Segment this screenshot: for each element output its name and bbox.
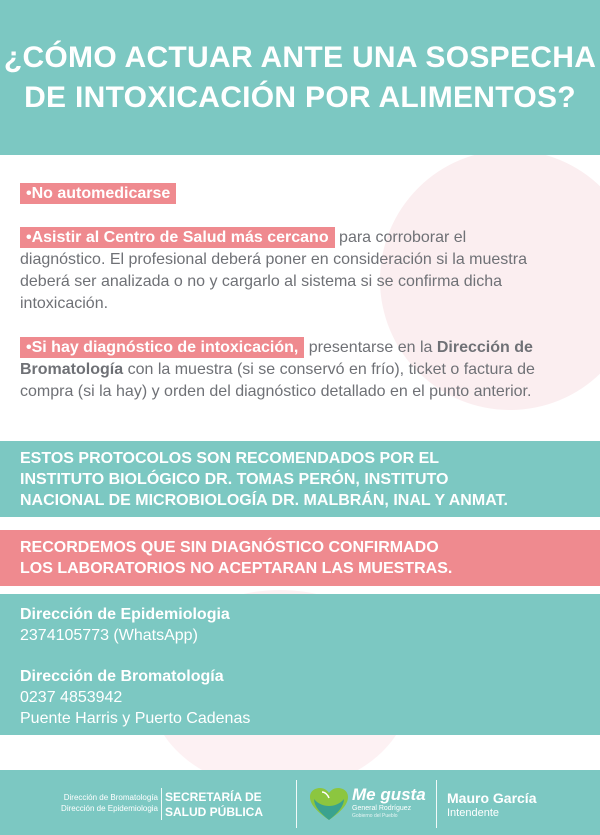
bullet-no-automedicarse [20,185,585,203]
bullet-diagnostico [20,337,540,403]
bromatologia-bold-text: Dirección de Bromatología [20,339,533,378]
bullet-text: para corroborar el diagnóstico. El profesional deberá poner en consideración si la muestra deberá ser analizada o no y cargarlo al sistema si se confirma dicha intoxicación. [20,229,527,312]
footer-divider [436,780,437,828]
secretaria-line-2: SALUD PÚBLICA [165,805,263,819]
contacts-section [0,594,600,735]
bullet-text: con la muestra (si se conservó en frío), ticket o factura de compra (si la hay) y orden del diagnóstico detallado en el punto anterior. [20,361,535,400]
intendente-name: Mauro García [447,790,537,806]
instructions-list [20,185,585,427]
footer-epidemiologia: Dirección de Epidemiologia [61,804,158,813]
header-banner [0,0,600,155]
footer-bar [0,770,600,835]
footer-divider [161,788,162,820]
heart-logo-icon [308,786,350,827]
bromatologia-phone: 0237 4853942 [20,689,123,706]
protocols-line-2: INSTITUTO BIOLÓGICO DR. TOMAS PERÓN, INSTITUTO [20,470,449,488]
megusta-logo-text: Me gusta [352,785,426,804]
bullet-highlight: •Si hay diagnóstico de intoxicación, [20,337,304,358]
reminder-band [0,530,600,586]
reminder-line-2: LOS LABORATORIOS NO ACEPTARAN LAS MUESTRAS. [20,560,453,577]
protocols-line-3: NACIONAL DE MICROBIOLOGÍA DR. MALBRÁN, INAL Y ANMAT. [20,491,508,509]
secretaria-logo-text [165,790,263,820]
footer-bromatologia: Dirección de Bromatología [63,793,158,802]
megusta-tagline: Gobierno del Pueblo [352,813,398,819]
bullet-centro-de-salud [20,227,540,315]
bromatologia-address: Puente Harris y Puerto Cadenas [20,710,251,727]
intendente-title: Intendente [447,807,499,819]
epidemiologia-name: Dirección de Epidemiologia [20,606,230,623]
bromatologia-name: Dirección de Bromatología [20,668,224,685]
bullet-highlight: •No automedicarse [20,183,176,204]
page-title-line-2: DE INTOXICACIÓN POR ALIMENTOS? [24,80,576,114]
page-title-line-1: ¿CÓMO ACTUAR ANTE UNA SOSPECHA [3,40,597,74]
footer-divider [296,780,297,828]
epidemiologia-phone: 2374105773 (WhatsApp) [20,627,198,644]
protocols-band [0,441,600,517]
secretaria-line-1: SECRETARÍA DE [165,790,262,804]
bullet-text: presentarse en la [304,339,437,356]
megusta-subtitle: General Rodríguez [352,805,412,812]
bullet-highlight: •Asistir al Centro de Salud más cercano [20,227,335,248]
protocols-line-1: ESTOS PROTOCOLOS SON RECOMENDADOS POR EL [20,449,440,467]
reminder-line-1: RECORDEMOS QUE SIN DIAGNÓSTICO CONFIRMADO [20,539,439,556]
footer-directions [40,792,158,814]
